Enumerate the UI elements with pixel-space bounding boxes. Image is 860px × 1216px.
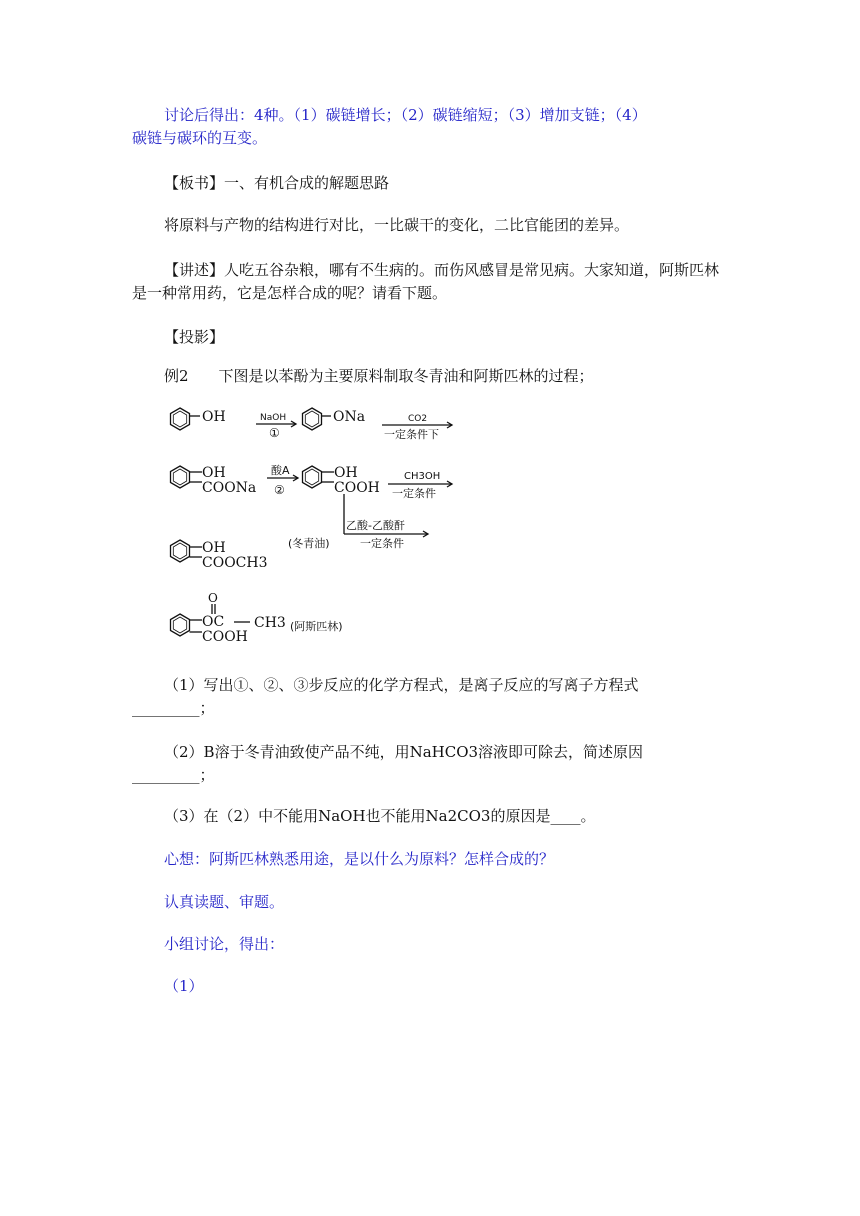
group-line: 小组讨论，得出： [164,935,285,953]
label-wintergreen: (冬青油) [288,537,330,550]
board-title: 【板书】一、有机合成的解题思路 [164,174,390,192]
thought-line: 心想：阿斯匹林熟悉用途，是以什么为原料？怎样合成的？ [164,850,555,868]
board-body: 将原料与产物的结构进行对比，一比碳干的变化，二比官能团的差异。 [164,216,630,234]
answer-1-line: （1） [164,977,204,995]
discussion-result-line1: 讨论后得出：4种。（1）碳链增长；（2）碳链缩短；（3）增加支链；（4） [164,106,647,124]
condition-acetic: 一定条件 [360,537,404,550]
reagent-acid-a: 酸A [271,464,290,477]
lecture-line1: 【讲述】人吃五谷杂粮，哪有不生病的。而伤风感冒是常见病。大家知道，阿斯匹林 [164,261,720,279]
discussion-result-line2: 碳链与碳环的互变。 [132,129,268,147]
step-2-marker: ② [274,483,285,497]
step-1-marker: ① [269,426,280,440]
aspirin-carbonyl-o: O [208,591,218,605]
question-3: （3）在（2）中不能用NaOH也不能用Na2CO3的原因是____。 [164,807,596,825]
lecture-line2: 是一种常用药，它是怎样合成的呢？请看下题。 [132,284,448,302]
ester-cooch3: COOCH3 [202,555,268,571]
example-title: 例2 下图是以苯酚为主要原料制取冬青油和阿斯匹林的过程； [164,367,594,385]
aspirin-ch3: CH3 [254,615,286,631]
question-1-line2: _________； [132,699,215,717]
reagent-methanol: CH3OH [404,471,441,482]
question-2-line2: _________； [132,766,215,784]
question-1-line1: （1）写出①、②、③步反应的化学方程式，是离子反应的写离子方程式 [164,676,639,694]
label-aspirin: (阿斯匹林) [290,620,343,633]
question-2-line1: （2）B溶于冬青油致使产品不纯，用NaHCO3溶液即可除去，简述原因 [164,743,644,761]
condition-co2: 一定条件下 [384,428,439,441]
synthesis-scheme [160,392,480,662]
condition-methanol: 一定条件 [392,487,436,500]
aspirin-cooh: COOH [202,629,248,645]
phenol-oh: OH [202,409,226,425]
phenoxide-ona: ONa [333,409,366,425]
reagent-acetic: 乙酸-乙酸酐 [346,519,405,532]
reagent-co2: CO2 [408,414,428,424]
projection-heading: 【投影】 [164,328,225,346]
aspirin-oc: OC [202,614,225,630]
salicylic-oh: OH [334,465,358,481]
salicylate-oh: OH [202,465,226,481]
salicylic-cooh: COOH [334,480,380,496]
reagent-naoh: NaOH [260,413,287,423]
read-line: 认真读题、审题。 [164,893,285,911]
ester-oh: OH [202,540,226,556]
salicylate-coona: COONa [202,480,257,496]
